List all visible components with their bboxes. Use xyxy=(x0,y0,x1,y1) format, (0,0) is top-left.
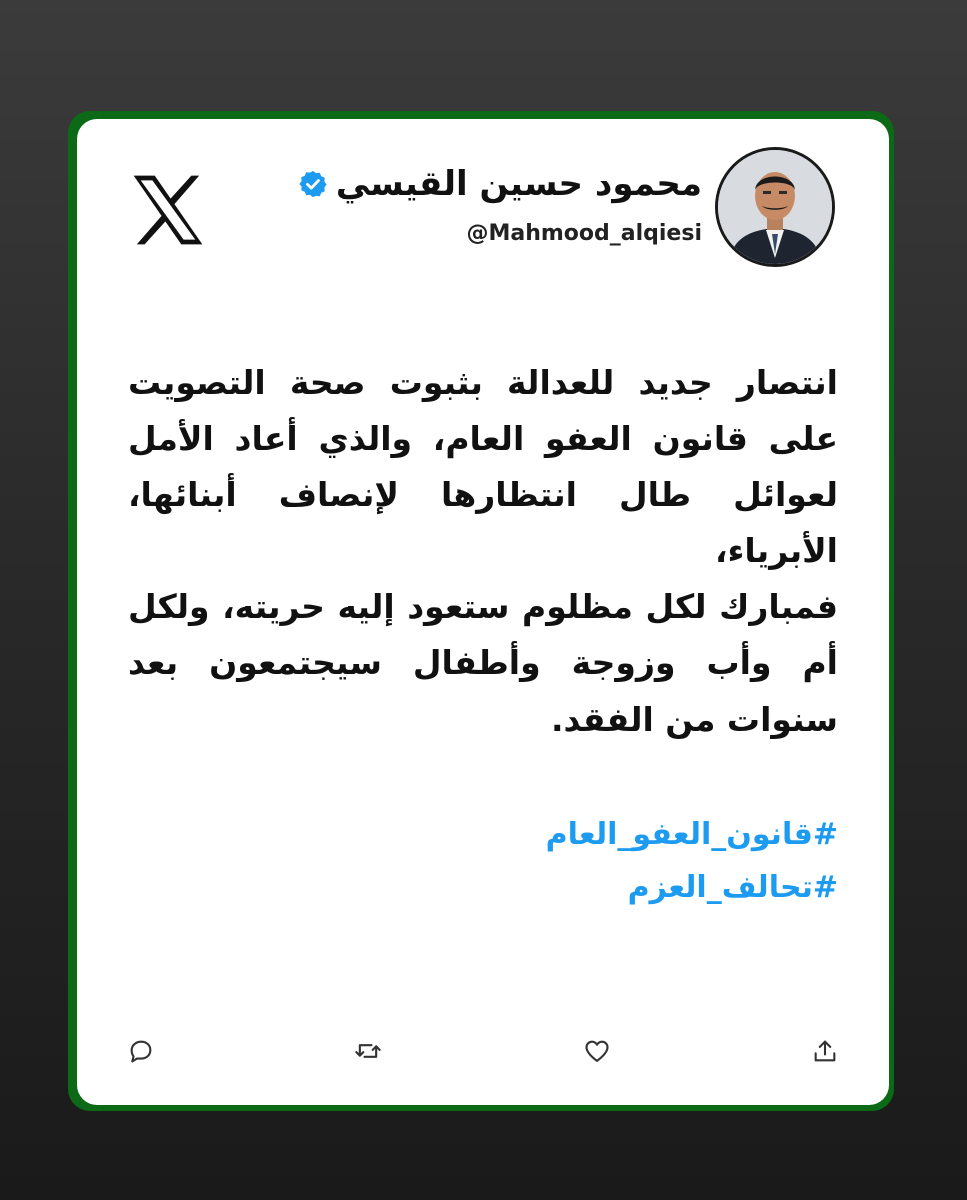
share-icon[interactable] xyxy=(811,1037,839,1065)
hashtag-list xyxy=(546,809,838,914)
verified-badge-icon xyxy=(298,169,328,199)
tweet-card xyxy=(77,119,889,1105)
author-name[interactable]: محمود حسين القيسي xyxy=(335,164,702,204)
hashtag-link[interactable]: #قانون_العفو_العام xyxy=(545,817,838,852)
repost-icon[interactable] xyxy=(354,1037,382,1065)
post-paragraph: انتصار جديد للعدالة بثبوت صحة التصويت على قانون العفو العام، والذي أعاد الأمل لعوائل طال انتظارها لإنصاف أبنائها، الأبرياء، xyxy=(128,363,838,571)
x-logo-icon[interactable] xyxy=(129,171,207,249)
avatar-portrait xyxy=(718,150,832,264)
reply-icon[interactable] xyxy=(127,1037,155,1065)
author-name-row xyxy=(298,164,702,204)
avatar[interactable] xyxy=(715,147,835,267)
author-handle[interactable]: @Mahmood_alqiesi xyxy=(466,221,702,246)
post-body xyxy=(128,355,838,748)
post-paragraph: فمبارك لكل مظلوم ستعود إليه حريته، ولكل أم وأب وزوجة وأطفال سيجتمعون بعد سنوات من الفقد. xyxy=(128,587,838,739)
hashtag-link[interactable]: #تحالف_العزم xyxy=(627,869,838,905)
like-icon[interactable] xyxy=(583,1037,611,1065)
action-bar xyxy=(127,1037,839,1067)
